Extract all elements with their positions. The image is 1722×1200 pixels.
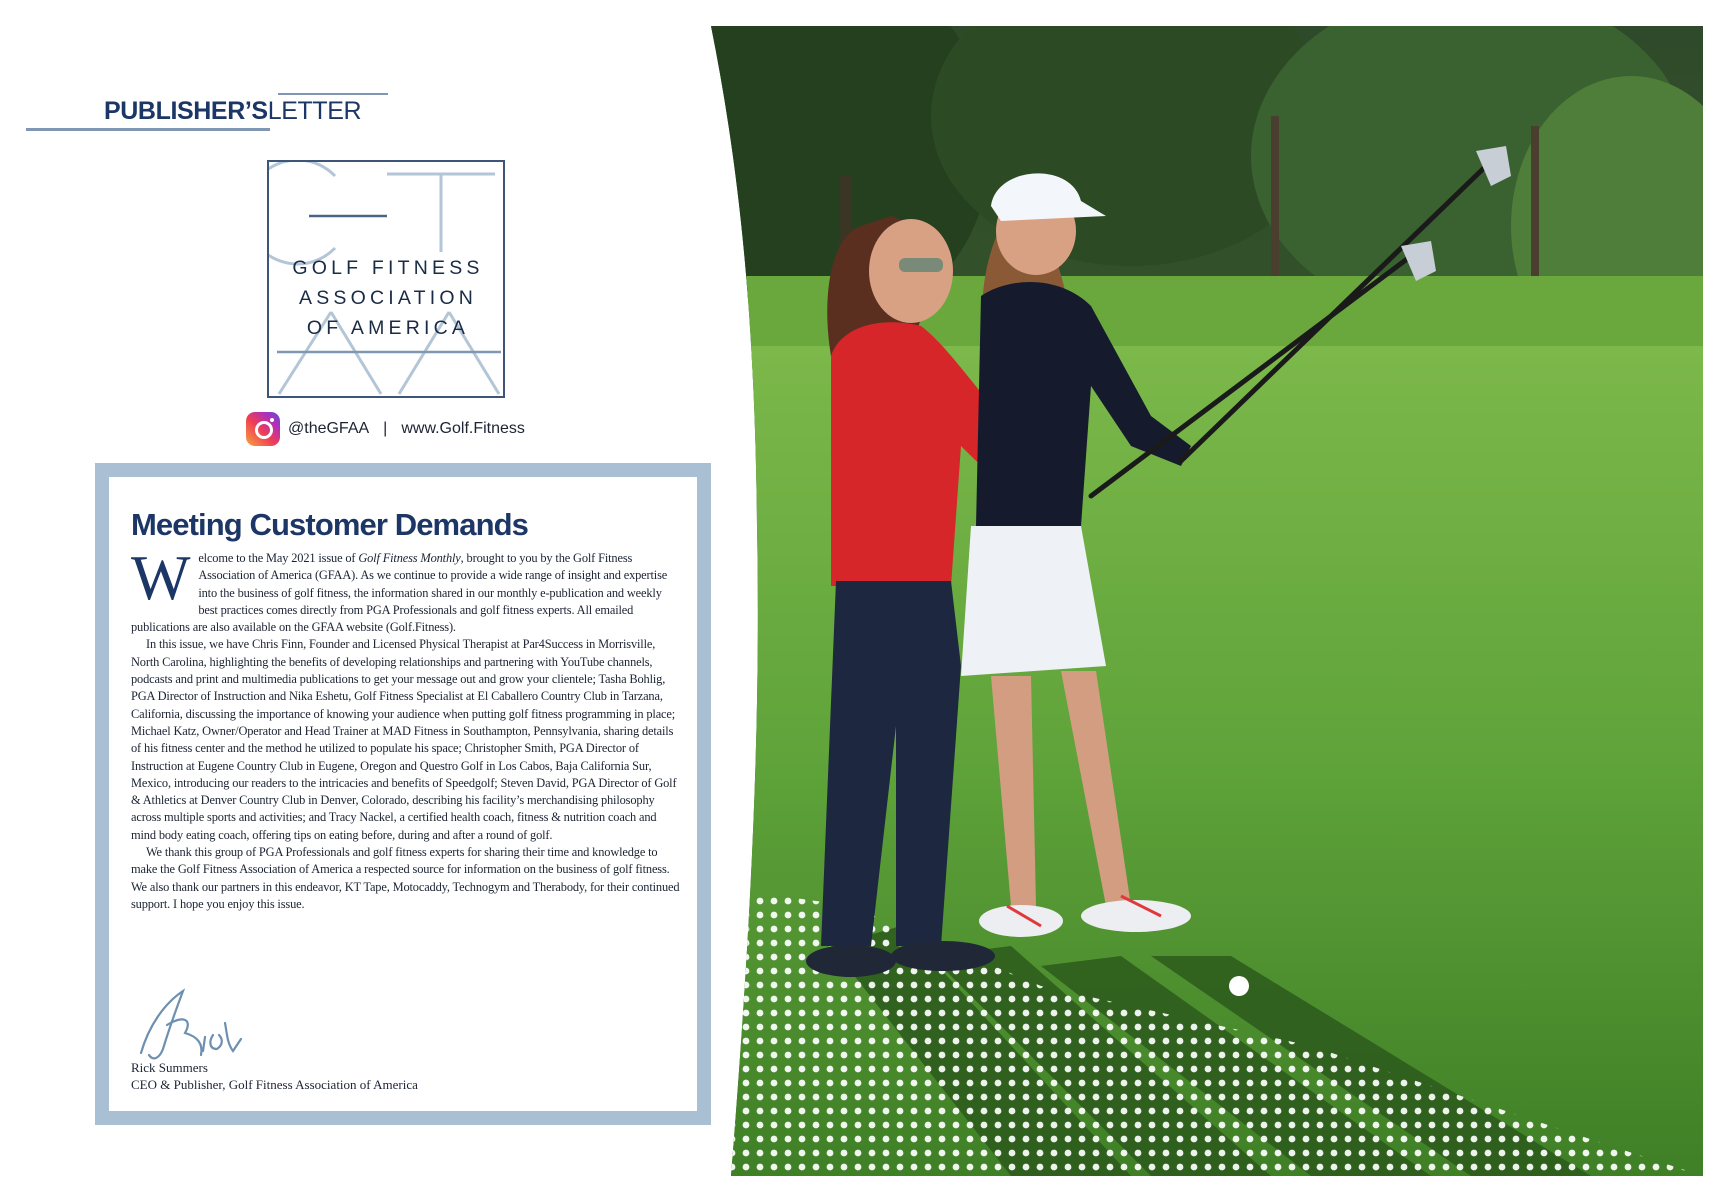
letter-headline: Meeting Customer Demands [131,507,528,542]
paragraph-1 [131,543,683,636]
signer-name: Rick Summers [131,1060,208,1075]
header-rule-top [278,93,388,95]
logo-line-2: ASSOCIATION [298,287,478,309]
section-header [26,88,366,134]
section-label-light: LETTER [267,97,362,125]
website-link[interactable]: www.Golf.Fitness [401,420,525,437]
letter-frame [95,463,711,1125]
separator: | [383,420,388,437]
instagram-handle[interactable]: @theGFAA [288,420,370,437]
golf-photo [711,26,1703,1176]
gfaa-logo [267,160,505,398]
drop-cap: W [131,543,191,613]
section-label-bold: PUBLISHER’S [104,97,268,125]
signer-title: CEO & Publisher, Golf Fitness Association of America [131,1077,418,1092]
header-rule-bottom [26,128,270,131]
social-line [246,411,525,447]
logo-line-1: GOLF FITNESS [292,257,484,279]
letter-panel [109,477,697,1111]
publication-title: Golf Fitness Monthly [358,551,461,565]
gfaa-monogram [269,162,505,398]
signature-image [137,985,247,1065]
golf-instruction-photo [711,26,1703,1176]
p1-start: elcome to the May 2021 issue of [198,551,359,565]
paragraph-3: We thank this group of PGA Professionals and golf fitness experts for sharing their time and knowledge to make the Golf Fitness Association of America a respected source for information on the business of golf fitness. We also thank our partners in this endeavor, KT Tape, Motocaddy, Technogym and Therabody, for their continued support. I hope you enjoy this issue. [131,845,680,911]
letter-body [131,543,683,913]
logo-line-3: OF AMERICA [306,317,470,339]
instagram-icon[interactable] [246,412,280,446]
section-label [104,97,361,126]
paragraph-2: In this issue, we have Chris Finn, Founder and Licensed Physical Therapist at Par4Success in Morrisville, North Carolina, highlighting the benefits of developing relationships and partnering with YouTube channels, podcasts and print and multimedia publications to get your message out and grow your clientele; Tasha Bohlig, PGA Director of Instruction and Nika Eshetu, Golf Fitness Specialist at El Caballero Country Club in Tarzana, California, discussing the importance of knowing your audience when putting golf fitness programming in place; Michael Katz, Owner/Operator and Head Trainer at MAD Fitness in Southampton, Pennsylvania, sharing details of his fitness center and the method he utilized to populate his space; Christopher Smith, PGA Director of Instruction at Eugene Country Club in Eugene, Oregon and Questro Golf in Los Cabos, Baja California Sur, Mexico, introducing our readers to the intricacies and benefits of Speedgolf; Steven David, PGA Director of Golf & Athletics at Denver Country Club in Denver, Colorado, describing his facility’s merchandising philosophy across multiple sports and activities; and Tracy Nackel, a certified health coach, fitness & nutrition coach and mind body eating coach, offering tips on eating before, during and after a round of golf. [131,637,677,842]
p1-end: , brought to you by the Golf Fitness Association of America (GFAA). As we continue to provide a wide range of insight and expertise into the business of golf fitness, the information shared in our monthly e-publication and weekly best practices comes directly from PGA Professionals and golf fitness experts. All emailed publications are also available on the GFAA website (Golf.Fitness). [131,551,668,635]
